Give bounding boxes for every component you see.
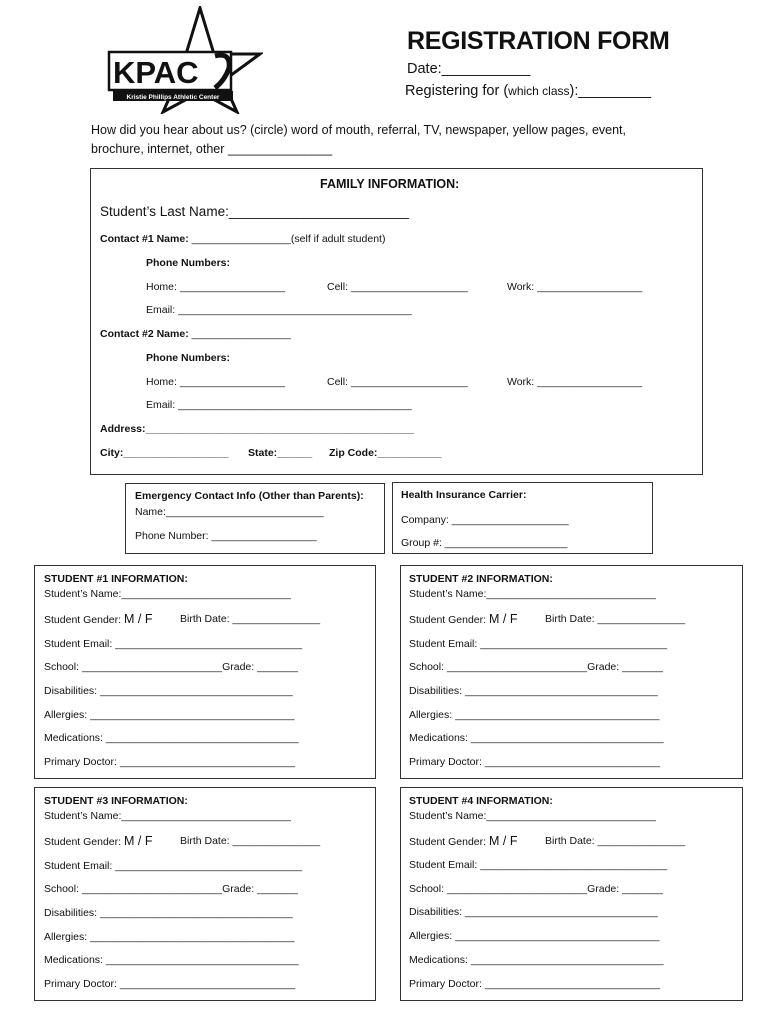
student-4-medications-field[interactable]: Medications: _________________________________ [409, 954, 664, 966]
contact1-phone-heading: Phone Numbers: [146, 257, 231, 269]
student-4-allergies-field[interactable]: Allergies: ___________________________________ [409, 930, 660, 942]
student-2-allergies-field[interactable]: Allergies: ___________________________________ [409, 709, 660, 721]
student-3-medications-field[interactable]: Medications: _________________________________ [44, 954, 299, 966]
student-3-disabilities-field[interactable]: Disabilities: _________________________________ [44, 907, 293, 919]
address-field[interactable]: Address:______________________________________________ [100, 423, 415, 435]
student-4-disabilities-field[interactable]: Disabilities: _________________________________ [409, 906, 658, 918]
student-1-birth-date-field[interactable]: Birth Date: _______________ [180, 613, 321, 625]
student-2-email-field[interactable]: Student Email: ________________________________ [409, 638, 668, 650]
contact2-name-field[interactable]: _________________ [191, 328, 291, 340]
insurance-group-field[interactable]: Group #: _____________________ [401, 537, 568, 549]
student-4-email-field[interactable]: Student Email: ________________________________ [409, 859, 668, 871]
kpac-logo [103, 6, 263, 114]
health-insurance-box [392, 482, 653, 554]
contact2-work-field[interactable]: Work: __________________ [507, 376, 643, 388]
student-1-heading: STUDENT #1 INFORMATION: [44, 573, 188, 585]
student-2-gender-field[interactable]: Student Gender: M / F [409, 612, 518, 626]
student-3-school-field[interactable]: School: ________________________Grade: _______ [44, 883, 298, 895]
emergency-heading: Emergency Contact Info (Other than Parents): [135, 490, 364, 502]
contact1-name-field[interactable]: _________________(self if adult student) [191, 233, 386, 245]
contact2-email-field[interactable]: Email: ________________________________________ [146, 399, 412, 411]
student-1-medications-field[interactable]: Medications: _________________________________ [44, 732, 299, 744]
student-1-gender-field[interactable]: Student Gender: M / F [44, 612, 153, 626]
family-heading: FAMILY INFORMATION: [320, 177, 460, 191]
emergency-contact-box [125, 483, 385, 554]
student-3-gender-options[interactable]: M / F [123, 834, 153, 848]
contact2-label: Contact #2 Name: [100, 328, 189, 340]
student-2-box [400, 565, 743, 779]
emergency-phone-field[interactable]: Phone Number: __________________ [135, 530, 317, 542]
contact1-label: Contact #1 Name: [100, 233, 189, 245]
student-4-school-field[interactable]: School: ________________________Grade: _______ [409, 883, 663, 895]
student-1-allergies-field[interactable]: Allergies: ___________________________________ [44, 709, 295, 721]
student-1-gender-options[interactable]: M / F [123, 612, 153, 626]
student-1-school-field[interactable]: School: ________________________Grade: _______ [44, 661, 298, 673]
student-3-gender-field[interactable]: Student Gender: M / F [44, 834, 153, 848]
registering-which-class: which class [508, 84, 570, 98]
contact1-row [100, 233, 385, 245]
student-2-name-field[interactable]: Student’s Name:_____________________________ [409, 588, 656, 600]
contact1-email-field[interactable]: Email: ________________________________________ [146, 304, 412, 316]
student-1-disabilities-field[interactable]: Disabilities: _________________________________ [44, 685, 293, 697]
student-3-allergies-field[interactable]: Allergies: ___________________________________ [44, 931, 295, 943]
survey-line-1: How did you hear about us? (circle) word of mouth, referral, TV, newspaper, yellow pages, event, [91, 123, 627, 137]
insurance-heading: Health Insurance Carrier: [401, 489, 527, 501]
student-1-doctor-field[interactable]: Primary Doctor: ______________________________ [44, 756, 296, 768]
contact1-cell-field[interactable]: Cell: ____________________ [327, 281, 468, 293]
survey-line-2[interactable]: brochure, internet, other _______________ [91, 142, 333, 156]
student-4-gender-field[interactable]: Student Gender: M / F [409, 834, 518, 848]
contact1-work-field[interactable]: Work: __________________ [507, 281, 643, 293]
contact2-cell-field[interactable]: Cell: ____________________ [327, 376, 468, 388]
student-3-birth-date-field[interactable]: Birth Date: _______________ [180, 835, 321, 847]
student-4-gender-options[interactable]: M / F [488, 834, 518, 848]
student-2-disabilities-field[interactable]: Disabilities: _________________________________ [409, 685, 658, 697]
student-4-box [400, 787, 743, 1001]
student-2-gender-options[interactable]: M / F [488, 612, 518, 626]
zip-code-field[interactable]: Zip Code:___________ [329, 447, 442, 459]
student-2-heading: STUDENT #2 INFORMATION: [409, 573, 553, 585]
registering-for-field[interactable] [405, 83, 651, 99]
family-information-box [90, 168, 703, 475]
student-2-doctor-field[interactable]: Primary Doctor: ______________________________ [409, 756, 661, 768]
student-3-box [34, 787, 376, 1001]
registering-prefix: Registering for ( [405, 83, 509, 99]
student-2-school-field[interactable]: School: ________________________Grade: _______ [409, 661, 663, 673]
city-field[interactable]: City:__________________ [100, 447, 229, 459]
date-field[interactable]: Date:___________ [407, 61, 531, 77]
logo-sub-text: Kristie Phillips Athletic Center [126, 94, 220, 101]
student-2-medications-field[interactable]: Medications: _________________________________ [409, 732, 664, 744]
contact1-home-field[interactable]: Home: __________________ [146, 281, 285, 293]
student-1-email-field[interactable]: Student Email: ________________________________ [44, 638, 303, 650]
emergency-name-field[interactable]: Name:___________________________ [135, 506, 324, 518]
student-last-name-field[interactable]: Student’s Last Name:________________________ [100, 204, 410, 219]
contact2-row [100, 328, 291, 340]
student-4-doctor-field[interactable]: Primary Doctor: ______________________________ [409, 978, 661, 990]
student-2-birth-date-field[interactable]: Birth Date: _______________ [545, 613, 686, 625]
student-3-name-field[interactable]: Student’s Name:_____________________________ [44, 810, 291, 822]
form-title: REGISTRATION FORM [407, 27, 670, 55]
insurance-company-field[interactable]: Company: ____________________ [401, 514, 569, 526]
contact2-phone-heading: Phone Numbers: [146, 352, 231, 364]
student-1-box [34, 565, 376, 779]
student-4-heading: STUDENT #4 INFORMATION: [409, 795, 553, 807]
student-3-email-field[interactable]: Student Email: ________________________________ [44, 860, 303, 872]
student-4-name-field[interactable]: Student’s Name:_____________________________ [409, 810, 656, 822]
student-1-name-field[interactable]: Student’s Name:_____________________________ [44, 588, 291, 600]
student-4-birth-date-field[interactable]: Birth Date: _______________ [545, 835, 686, 847]
logo-main-text: KPAC [113, 55, 199, 90]
contact2-home-field[interactable]: Home: __________________ [146, 376, 285, 388]
registering-suffix: ):_________ [569, 83, 651, 99]
student-3-heading: STUDENT #3 INFORMATION: [44, 795, 188, 807]
student-3-doctor-field[interactable]: Primary Doctor: ______________________________ [44, 978, 296, 990]
state-field[interactable]: State:______ [248, 447, 313, 459]
